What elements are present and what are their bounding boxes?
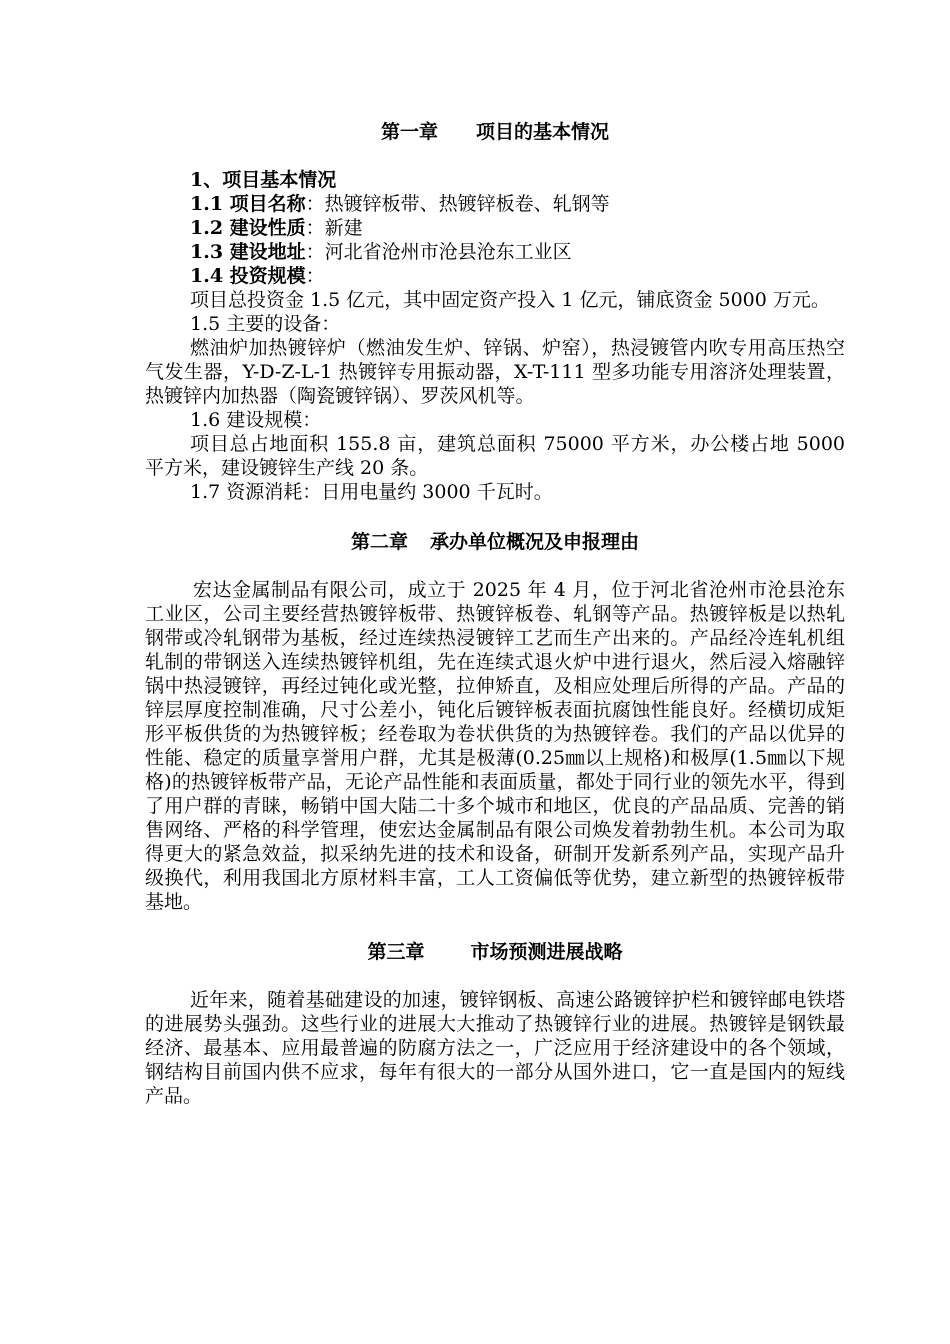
section-1-3: 1.3 建设地址：河北省沧州市沧县沧东工业区 [190, 241, 572, 263]
section-1-6: 1.6 建设规模： [190, 409, 322, 431]
section-1-1: 1.1 项目名称：热镀锌板带、热镀锌板卷、轧钢等 [190, 193, 610, 215]
chapter-1-heading [145, 118, 845, 146]
chapter-2-heading [145, 528, 845, 556]
document-page [145, 118, 845, 1108]
scale-paragraph: 项目总占地面积 155.8 亩，建筑总面积 75000 平方米，办公楼占地 5000 平方米，建设镀锌生产线 20 条。 [145, 433, 845, 479]
section-1-7: 1.7 资源消耗：日用电量约 3000 千瓦时。 [190, 481, 553, 503]
section-1-4: 1.4 投资规模： [190, 265, 325, 287]
section-1-2: 1.2 建设性质：新建 [190, 217, 363, 239]
market-paragraph: 近年来，随着基础建设的加速，镀锌钢板、高速公路镀锌护栏和镀锌邮电铁塔的进展势头强劲。这些行业的进展大大推动了热镀锌行业的进展。热镀锌是钢铁最经济、最基本、应用最普遍的防腐方法之一，广泛应用于经济建设中的各个领域，钢结构目前国内供不应求，每年有很大的一部分从国外进口，它一直是国内的短线产品。 [145, 989, 845, 1107]
chapter-3-heading [145, 938, 845, 966]
chapter-2-number: 第二章 [350, 531, 408, 553]
chapter-3-number: 第三章 [367, 941, 425, 963]
equipment-paragraph: 燃油炉加热镀锌炉（燃油发生炉、锌锅、炉窑），热浸镀管内吹专用高压热空气发生器，Y-D-Z-L-1 热镀锌专用振动器，X-T-111 型多功能专用溶济处理装置，热镀锌内加热器（陶瓷镀锌锅）、罗茨风机等。 [145, 337, 845, 407]
chapter-1-number: 第一章 [380, 121, 438, 143]
chapter-2-title: 承办单位概况及申报理由 [430, 531, 640, 553]
chapter-3-title: 市场预测进展战略 [470, 941, 623, 963]
section-1-title: 1、项目基本情况 [190, 169, 337, 191]
chapter-1-title: 项目的基本情况 [476, 121, 610, 143]
section-1-5: 1.5 主要的设备： [190, 313, 341, 335]
investment-paragraph: 项目总投资金 1.5 亿元，其中固定资产投入 1 亿元，铺底资金 5000 万元。 [190, 289, 830, 311]
company-profile-paragraph: 宏达金属制品有限公司，成立于 2025 年 4 月，位于河北省沧州市沧县沧东工业区，公司主要经营热镀锌板带、热镀锌板卷、轧钢等产品。热镀锌板是以热轧钢带或冷轧钢带为基板，经过连续热浸镀锌工艺而生产出来的。产品经冷连轧机组轧制的带钢送入连续热镀锌机组，先在连续式退火炉中进行退火，然后浸入熔融锌锅中热浸镀锌，再经过钝化或光整，拉伸矫直，及相应处理后所得的产品。产品的锌层厚度控制准确，尺寸公差小，钝化后镀锌板表面抗腐蚀性能良好。经横切成矩形平板供货的为热镀锌板；经卷取为卷状供货的为热镀锌卷。我们的产品以优异的性能、稳定的质量享誉用户群，尤其是极薄(0.25㎜以上规格)和极厚(1.5㎜以下规格)的热镀锌板带产品，无论产品性能和表面质量，都处于同行业的领先水平，得到了用户群的青睐，畅销中国大陆二十多个城市和地区，优良的产品品质、完善的销售网络、严格的科学管理，使宏达金属制品有限公司焕发着勃勃生机。本公司为取得更大的紧急效益，拟采纳先进的技术和设备，研制开发新系列产品，实现产品升级换代，利用我国北方原材料丰富，工人工资偏低等优势，建立新型的热镀锌板带基地。 [145, 579, 845, 913]
